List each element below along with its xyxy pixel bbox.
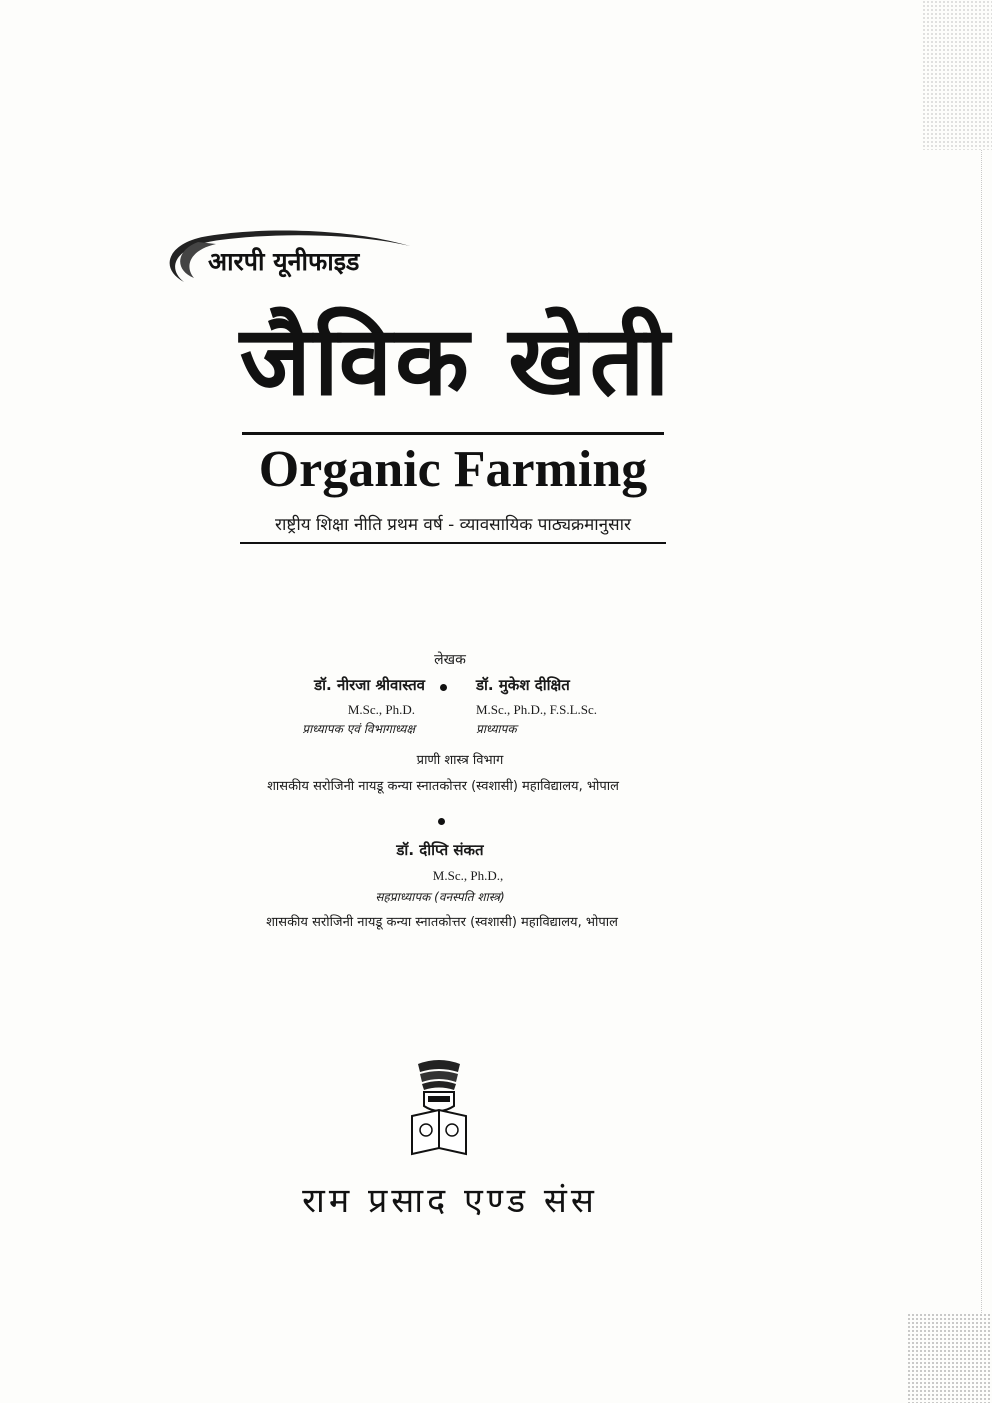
department: प्राणी शास्त्र विभाग xyxy=(416,753,504,768)
author1-degree: M.Sc., Ph.D. xyxy=(347,702,415,717)
subtitle-rule xyxy=(240,542,666,544)
book-title-hindi: जैविक खेती xyxy=(239,305,673,417)
author2-degree: M.Sc., Ph.D., F.S.L.Sc. xyxy=(476,702,598,717)
book-subtitle: राष्ट्रीय शिक्षा नीति प्रथम वर्ष - व्यावसायिक पाठ्यक्रमानुसार xyxy=(275,515,631,535)
college-2: शासकीय सरोजिनी नायडू कन्या स्नातकोत्तर (स्वशासी) महाविद्यालय, भोपाल xyxy=(266,915,618,930)
series-logo xyxy=(160,228,440,300)
book-title-english: Organic Farming xyxy=(258,441,648,498)
author1-post: प्राध्यापक एवं विभागाध्यक्ष xyxy=(302,722,415,736)
author3-name: डॉ. दीप्ति संकत xyxy=(396,841,484,859)
authors-label: लेखक xyxy=(434,652,466,668)
scan-noise-bottom-right xyxy=(907,1313,992,1403)
series-name: आरपी यूनीफाइड xyxy=(208,247,360,276)
bullet-icon xyxy=(438,818,445,825)
page-edge-line xyxy=(981,150,982,1313)
publisher-name: राम प्रसाद एण्ड संस xyxy=(302,1181,598,1221)
publisher-logo-icon xyxy=(404,1058,474,1158)
scan-noise-top-right xyxy=(922,0,992,150)
title-rule xyxy=(242,432,664,435)
author3-degree: M.Sc., Ph.D., xyxy=(432,868,504,883)
author2-post: प्राध्यापक xyxy=(476,722,517,736)
author2-name: डॉ. मुकेश दीक्षित xyxy=(476,676,570,694)
college-1: शासकीय सरोजिनी नायडू कन्या स्नातकोत्तर (स्वशासी) महाविद्यालय, भोपाल xyxy=(267,779,619,794)
bullet-icon xyxy=(440,684,447,691)
author3-post: सहप्राध्यापक (वनस्पति शास्त्र) xyxy=(375,890,505,904)
author1-name: डॉ. नीरजा श्रीवास्तव xyxy=(314,676,425,694)
